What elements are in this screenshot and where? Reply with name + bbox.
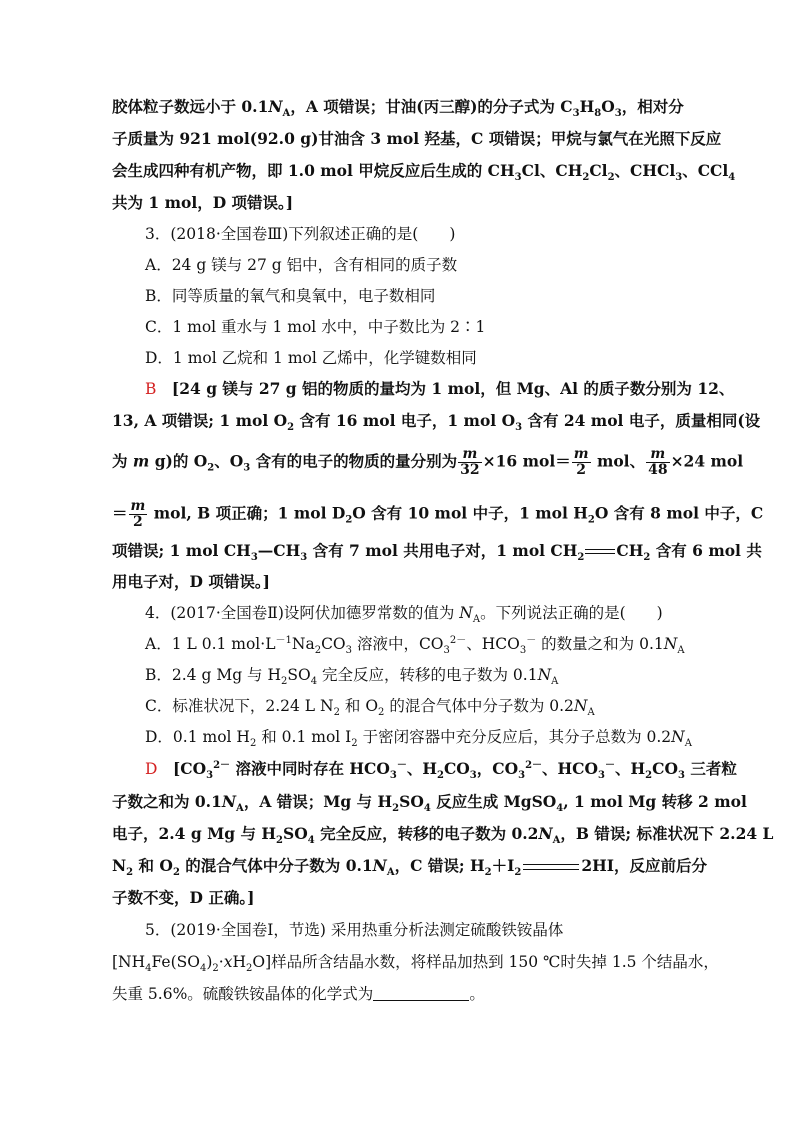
q4-answer-letter: D	[145, 760, 158, 778]
q4-explanation-line-2: 子数之和为 $0.1N_A$，A 错误；Mg 与 $H_2SO_4$ 反应生成 MgSO$_4$, 1 mol Mg 转移 2 mol	[112, 792, 747, 815]
q4-option-d: D．0.1 mol $H_2$ 和 0.1 mol $I_2$ 于密闭容器中充分反应后，其分子总数为 $0.2N_A$	[145, 728, 692, 750]
q3-option-b: B．同等质量的氧气和臭氧中，电子数相同	[145, 287, 436, 305]
answer-blank[interactable]	[373, 986, 469, 1001]
q5-stem-line-3: 失重 5.6%。硫酸铁铵晶体的化学式为 。	[112, 985, 485, 1003]
prev-explanation-line-4: 共为 1 mol，D 项错误。]	[112, 193, 294, 212]
q4-explanation-line-5: 子数不变，D 正确。]	[112, 888, 255, 907]
q4-option-b: B．2.4 g Mg 与 $H_2SO_4$ 完全反应，转移的电子数为 $0.1N_A$	[145, 666, 559, 688]
q3-explanation-line-1: B [24 g 镁与 27 g 铝的物质的量均为 1 mol，但 Mg、Al 的质子数分别为 12、	[145, 379, 735, 398]
prev-explanation-line-3: 会生成四种有机产物，即 1.0 mol 甲烷反应后生成的 $CH_3Cl$、$CH_2Cl_2$、CHCl$_3$、CCl$_4$	[112, 161, 736, 184]
q5-stem-line-1: 5．(2019·全国卷Ⅰ，节选) 采用热重分析法测定硫酸铁铵晶体	[145, 921, 564, 939]
prev-explanation-line-2: 子质量为 921 mol(92.0 g)甘油含 3 mol 羟基，C 项错误；甲烷与氯气在光照下反应	[112, 129, 722, 148]
prev-explanation-line-1: 胶体粒子数远小于 $0.1N_A$，A 项错误；甘油(丙三醇)的分子式为 $C_3H_8O_3$，相对分	[112, 97, 684, 120]
equilibrium-arrow-icon	[521, 861, 581, 873]
q3-explanation-line-4: ＝ $\frac{m}{2}$ mol, B 项正确；1 mol $D_2O$ 含有 10 mol 中子，1 mol $H_2O$ 含有 8 mol 中子，C	[112, 498, 764, 530]
q3-option-d: D．1 mol 乙烷和 1 mol 乙烯中，化学键数相同	[145, 349, 477, 367]
q4-option-a: A．1 L 0.1 $mol\cdot L^{-1}Na_2CO_3$ 溶液中，$CO_3^{2-}$、$HCO_3^-$ 的数量之和为 $0.1N_A$	[145, 634, 685, 657]
q4-stem: 4．(2017·全国卷Ⅱ)设阿伏加德罗常数的值为 $N_A$。下列说法正确的是( )	[145, 604, 663, 626]
q3-explanation-line-6: 用电子对，D 项错误。]	[112, 572, 270, 591]
q3-explanation-line-2: 13, A 项错误; 1 mol $O_2$ 含有 16 mol 电子，1 mol $O_3$ 含有 24 mol 电子，质量相同(设	[112, 411, 761, 434]
q3-option-a: A．24 g 镁与 27 g 铝中，含有相同的质子数	[145, 256, 458, 274]
q4-explanation-line-4: $N_2$ 和 $O_2$ 的混合气体中分子数为 $0.1N_A$，C 错误; $H_2+I_2$ 2HI，反应前后分	[112, 856, 707, 879]
q3-explanation-line-3: 为 m g)的 $O_2$、$O_3$ 含有的电子的物质的量分别为 $\frac{m}{32}$ ×16 mol＝ $\frac{m}{2}$ mol、 $\frac{m}{48}$ ×24 mol	[112, 446, 744, 478]
q4-option-c: C．标准状况下，2.24 L $N_2$ 和 $O_2$ 的混合气体中分子数为 $0.2N_A$	[145, 697, 595, 719]
q4-explanation-line-3: 电子，2.4 g Mg 与 $H_2SO_4$ 完全反应，转移的电子数为 $0.2N_A$，B 错误; 标准状况下 2.24 L	[112, 824, 774, 847]
q3-option-c: C．1 mol 重水与 1 mol 水中，中子数比为 2∶1	[145, 318, 486, 336]
q4-explanation-line-1: D [$CO_3^{2-}$ 溶液中同时存在 $HCO_3^-$、$H_2CO_3$，$CO_3^{2-}$、$HCO_3^-$、$H_2CO_3$ 三者粒	[145, 759, 737, 782]
q5-stem-line-2: $[NH_4Fe(SO_4)_2\cdot xH_2O]$样品所含结晶水数，将样品加热到 150 ℃时失掉 1.5 个结晶水，	[112, 953, 719, 975]
q3-explanation-line-5: 项错误; 1 mol $CH_3—CH_3$ 含有 7 mol 共用电子对，1 mol $CH_2$ $CH_2$ 含有 6 mol 共	[112, 541, 762, 564]
q3-stem: 3．(2018·全国卷Ⅲ)下列叙述正确的是( )	[145, 225, 456, 243]
q3-answer-letter: B	[145, 380, 157, 398]
